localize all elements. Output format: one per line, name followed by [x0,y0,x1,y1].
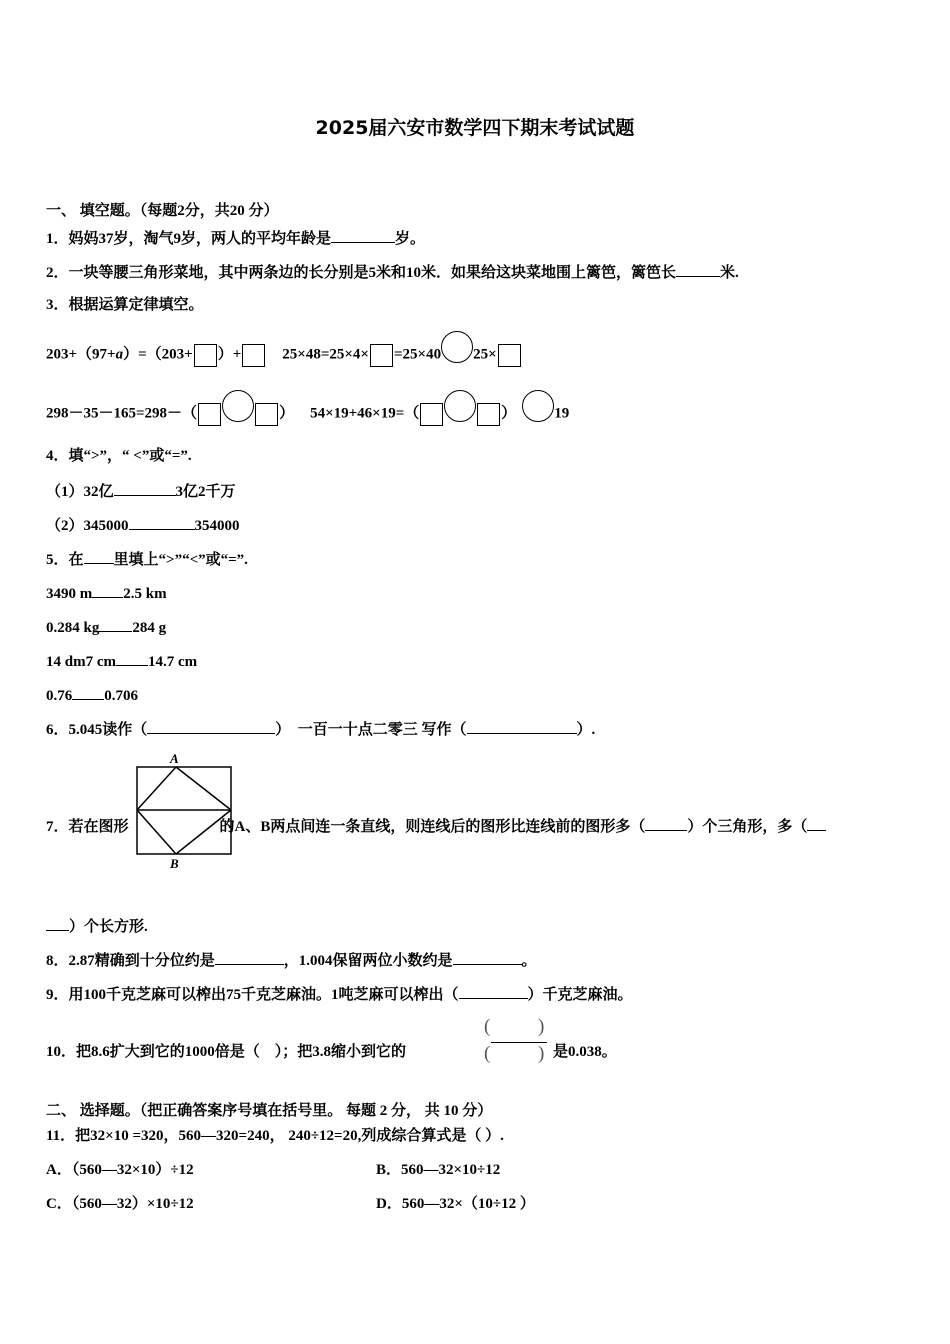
answer-blank[interactable] [129,514,195,530]
question-6 [46,718,595,740]
q6-text-a: 6．5.045读作（ [46,722,148,738]
q3-expr-2e: 19 [554,405,570,422]
q4-part-1-right: 3亿2千万 [175,484,236,500]
q9-text-b: ）千克芝麻油。 [527,987,633,1003]
question-9 [46,983,633,1005]
q3-expr-1d: 25×48=25×4× [282,346,369,363]
fraction-blank[interactable] [484,1016,550,1070]
answer-blank-1[interactable] [331,227,395,243]
q3-expr-2a: 298－35－165=298－（ [46,405,198,422]
question-2-tail: 米. [720,265,739,281]
section2-header: 二、 选择题。（把正确答案序号填在括号里。 每题 2 分， 共 10 分） [46,1103,493,1119]
q8-text-a: 8．2.87精确到十分位约是 [46,953,215,969]
q9-text-a: 9．用100千克芝麻可以榨出75千克芝麻油。1吨芝麻可以榨出（ [46,987,459,1003]
answer-circle[interactable] [441,331,473,363]
q5-line-4-right: 0.706 [104,688,138,704]
question-1-tail: 岁。 [395,231,426,247]
answer-blank-2[interactable] [676,261,720,277]
answer-blank[interactable] [453,949,522,965]
q3-expr-2b: ） [279,405,295,422]
q5-line-4-left: 0.76 [46,688,73,704]
numerator-left-paren: ( [484,1016,491,1037]
q6-text-c: ）. [576,722,596,738]
answer-blank[interactable] [116,650,148,666]
answer-box[interactable] [477,403,500,426]
section1-header: 一、 填空题。（每题2分，共20 分） [46,203,279,219]
question-7 [46,815,826,837]
question-4-text: 4．填“>”，“ <”或“=”. [46,448,192,464]
q4-part-2-left: （2）345000 [46,518,129,534]
question-10-text: 10．把8.6扩大到它的1000倍是（ ）；把3.8缩小到它的 [46,1044,407,1060]
point-b-label: B [170,856,179,871]
question-3-text: 3．根据运算定律填空。 [46,297,204,313]
q3-var-a: a [115,346,124,363]
page-title: 2025届六安市数学四下期末考试试题 [315,117,635,139]
answer-circle[interactable] [222,390,254,422]
question-2 [46,261,739,283]
answer-blank[interactable] [807,815,826,831]
diamond-edge [137,767,176,810]
option-c[interactable]: C．（560—32）×10÷12 [46,1196,194,1212]
q3-expr-1a: 203+（97+ [46,346,116,363]
q5-text-a: 5．在 [46,552,84,568]
answer-circle[interactable] [444,390,476,422]
answer-box[interactable] [420,403,443,426]
question-2-text: 2．一块等腰三角形菜地，其中两条边的长分别是5米和10米．如果给这块菜地围上篱笆，篱笆长 [46,265,677,281]
example-blank [84,548,114,564]
question-5-line-1 [46,582,167,604]
question-11-text: 11．把32×10 =320，560—320=240， 240÷12=20,列成综合算式是（ ）. [46,1128,504,1144]
question-7-continued [46,915,148,937]
question-3-row-2 [46,398,569,430]
answer-blank[interactable] [459,983,528,999]
q3-expr-1f: 25× [473,346,497,363]
answer-blank[interactable] [645,815,687,831]
q7-text-c: ）个三角形，多（ [687,819,808,835]
q5-line-1-left: 3490 m [46,586,93,602]
answer-box[interactable] [255,403,278,426]
answer-box[interactable] [498,344,521,367]
answer-box[interactable] [198,403,221,426]
answer-blank[interactable] [147,718,275,734]
q5-text-b: 里填上“>”“<”或“=”. [113,552,248,568]
q8-text-b: ，1.004保留两位小数约是 [283,953,453,969]
denominator-right-paren: ) [538,1043,545,1064]
q3-expr-2c: 54×19+46×19=（ [310,405,420,422]
question-5-line-3 [46,650,197,672]
q5-line-3-right: 14.7 cm [148,654,198,670]
question-5-line-4 [46,684,138,706]
question-10-tail: 是0.038。 [553,1044,617,1060]
option-d[interactable]: D．560—32×（10÷12 ） [376,1196,535,1212]
q5-line-2-left: 0.284 kg [46,620,100,636]
answer-circle[interactable] [522,390,554,422]
answer-blank[interactable] [72,684,104,700]
option-b[interactable]: B．560—32×10÷12 [376,1162,501,1178]
answer-box[interactable] [242,344,265,367]
answer-box[interactable] [370,344,393,367]
answer-blank[interactable] [92,582,123,598]
point-a-label: A [170,751,179,766]
q4-part-1-left: （1）32亿 [46,484,114,500]
answer-blank[interactable] [114,480,176,496]
q5-line-2-right: 284 g [132,620,167,636]
q7-text-a: 7．若在图形 [46,819,129,835]
numerator-right-paren: ) [538,1016,545,1037]
q3-expr-2d: ） [501,405,517,422]
question-1-text: 1．妈妈37岁，淘气9岁，两人的平均年龄是 [46,231,332,247]
option-a[interactable]: A．（560—32×10）÷12 [46,1162,194,1178]
question-5-line-2 [46,616,166,638]
question-1 [46,227,425,249]
q5-line-1-right: 2.5 km [123,586,167,602]
answer-blank[interactable] [215,949,284,965]
question-4-part-2 [46,514,240,536]
answer-blank[interactable] [467,718,577,734]
question-5-text [46,548,248,570]
question-4-part-1 [46,480,236,502]
answer-blank[interactable] [99,616,132,632]
rectangle-diagram [132,750,236,872]
q7-text-b: 的A、B两点间连一条直线，则连线后的图形比连线前的图形多（ [219,819,646,835]
answer-blank-continued[interactable] [46,915,69,931]
q3-expr-1b: ）=（203+ [123,346,193,363]
question-8 [46,949,537,971]
question-3-row-1 [46,339,522,371]
q4-part-2-right: 354000 [194,518,240,534]
diamond-edge [176,767,231,810]
q3-expr-1c: ）+ [217,346,242,363]
q5-line-3-left: 14 dm7 cm [46,654,116,670]
answer-box[interactable] [194,344,217,367]
q8-text-c: 。 [521,953,537,969]
q3-expr-1e: =25×40 [393,346,442,363]
denominator-left-paren: ( [484,1043,491,1064]
q7-text-d: ）个长方形. [69,919,148,935]
q6-text-b: ） 一百一十点二零三 写作（ [275,722,467,738]
